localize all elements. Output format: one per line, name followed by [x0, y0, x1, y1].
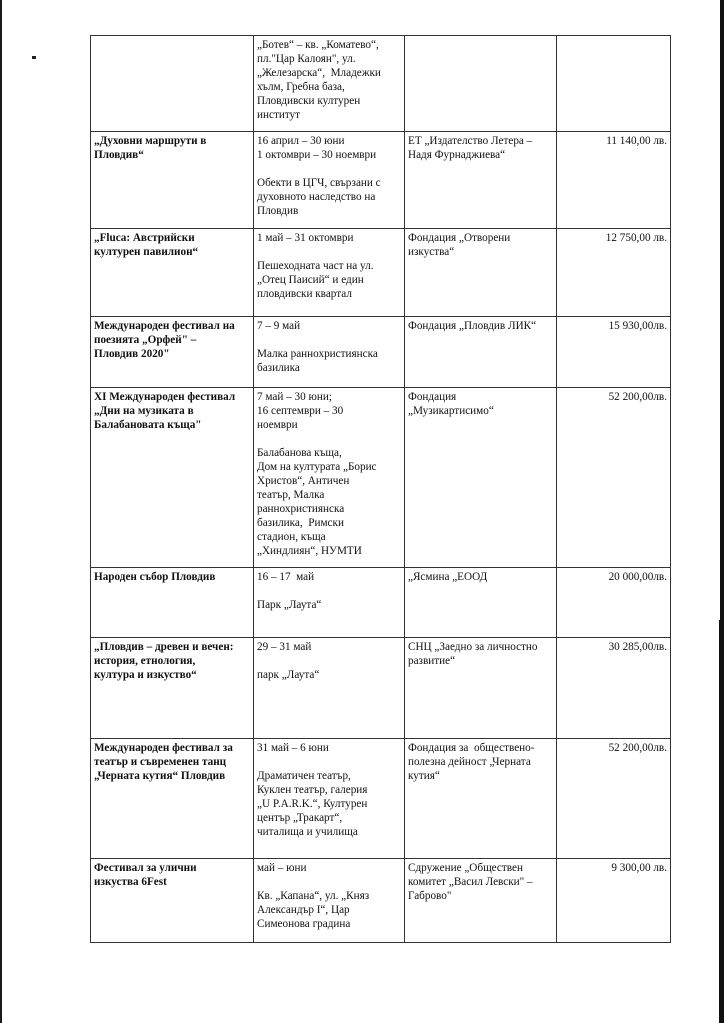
event-name-line: „Пловдив – древен и вечен: [94, 641, 234, 653]
event-name-line: Международен фестивал на [94, 320, 235, 332]
event-venue-line: пл."Цар Калоян", ул. [257, 53, 356, 65]
event-venue-line: Пешеходната част на ул. [257, 260, 374, 272]
dates-venue-cell [254, 229, 405, 317]
spacer [257, 755, 401, 769]
event-venue-line: „Хиндлиян“, НУМТИ [257, 545, 362, 557]
spacer [257, 875, 401, 889]
event-venue-line: читалища и училища [257, 826, 358, 838]
event-venue-line: Куклен театър, галерия [257, 784, 368, 796]
event-venue-line: институт [257, 109, 301, 121]
event-venue-line: Балабанова къща, [257, 447, 342, 459]
event-venue-line: Малка раннохристиянска [257, 348, 378, 360]
event-name-cell [91, 568, 254, 638]
event-venue-line: Парк „Лаута“ [257, 599, 322, 611]
event-name-cell [91, 132, 254, 229]
event-venue-line: център „Тракарт“, [257, 812, 343, 824]
event-venue-line: пловдивски квартал [257, 288, 352, 300]
organizer-line: Габрово" [408, 890, 452, 902]
amount-cell: 52 200,00лв. [557, 388, 671, 568]
amount-cell: 30 285,00лв. [557, 638, 671, 739]
event-venue-line: духовното наследство на [257, 191, 376, 203]
amount-cell: 12 750,00 лв. [557, 229, 671, 317]
event-name-line: култура и изкуство“ [94, 669, 197, 681]
spacer [257, 584, 401, 598]
organizer-line: „Музикартисимо“ [408, 405, 494, 417]
event-venue-line: Симеонова градина [257, 918, 351, 930]
organizer-cell [405, 739, 557, 859]
table-row [91, 132, 671, 229]
event-name-cell [91, 229, 254, 317]
event-name-line: Пловдив“ [94, 149, 144, 161]
event-name-line: „Духовни маршрути в [94, 135, 207, 147]
organizer-line: кутия“ [408, 770, 440, 782]
event-date-line: 7 май – 30 юни; [257, 391, 332, 403]
event-date-line: 31 май – 6 юни [257, 742, 329, 754]
amount-cell: 11 140,00 лв. [557, 132, 671, 229]
event-name-cell [91, 36, 254, 132]
organizer-line: ЕТ „Издателство Летера – [408, 135, 533, 147]
organizer-line: „Ясмина „ЕООД [408, 571, 488, 583]
event-date-line: 1 октомври – 30 ноември [257, 149, 377, 161]
event-venue-line: театър, Малка [257, 489, 325, 501]
table-row [91, 568, 671, 638]
table-row [91, 859, 671, 943]
organizer-cell [405, 388, 557, 568]
event-name-line: театър и съвременен танц [94, 756, 227, 768]
event-name-line: Фестивал за улични [94, 862, 197, 874]
organizer-cell [405, 36, 557, 132]
spacer [257, 333, 401, 347]
event-name-line: поезията „Орфей" – [94, 334, 197, 346]
organizer-line: Сдружение „Обществен [408, 862, 523, 874]
spacer [257, 162, 401, 176]
event-date-line: 16 – 17 май [257, 571, 315, 583]
event-name-line: „Fluca: Австрийски [94, 232, 195, 244]
event-name-line: културен павилион“ [94, 246, 199, 258]
table-row [91, 739, 671, 859]
event-name-line: Балабановата къща" [94, 419, 202, 431]
event-name-cell [91, 317, 254, 388]
scan-speck [32, 56, 36, 59]
organizer-line: Фондация „Отворени [408, 232, 511, 244]
dates-venue-cell [254, 638, 405, 739]
event-name-line: Пловдив 2020" [94, 348, 170, 360]
dates-venue-cell [254, 568, 405, 638]
organizer-cell [405, 638, 557, 739]
amount-cell: 52 200,00лв. [557, 739, 671, 859]
events-table [90, 35, 671, 943]
organizer-line: Фондация [408, 391, 457, 403]
table-row [91, 36, 671, 132]
event-date-line: 16 септември – 30 [257, 405, 344, 417]
event-venue-line: базилика [257, 362, 300, 374]
event-name-cell [91, 739, 254, 859]
organizer-line: Надя Фурнаджиева“ [408, 149, 506, 161]
organizer-line: комитет „Васил Левски" – [408, 876, 533, 888]
event-venue-line: стадион, къща [257, 531, 326, 543]
table-row [91, 317, 671, 388]
organizer-cell [405, 317, 557, 388]
event-name-line: „Дни на музиката в [94, 405, 194, 417]
table-row [91, 388, 671, 568]
event-name-line: изкуства 6Fest [94, 876, 167, 888]
organizer-line: Фондация „Пловдив ЛИК“ [408, 320, 537, 332]
event-venue-line: „Отец Паисий“ и един [257, 274, 364, 286]
amount-cell [557, 36, 671, 132]
event-venue-line: Христов“, Античен [257, 475, 350, 487]
spacer [257, 245, 401, 259]
organizer-cell [405, 229, 557, 317]
event-name-line: Народен събор Пловдив [94, 571, 216, 583]
spacer [257, 654, 401, 668]
event-venue-line: Обекти в ЦГЧ, свързани с [257, 177, 381, 189]
event-date-line: 16 април – 30 юни [257, 135, 345, 147]
event-venue-line: хълм, Гребна база, [257, 81, 345, 93]
amount-cell: 9 300,00 лв. [557, 859, 671, 943]
amount-cell: 15 930,00лв. [557, 317, 671, 388]
event-name-line: история, етнология, [94, 655, 196, 667]
event-date-line: 7 – 9 май [257, 320, 301, 332]
event-venue-line: Дом на културата „Борис [257, 461, 377, 473]
event-name-line: Международен фестивал за [94, 742, 233, 754]
event-venue-line: Александър I“, Цар [257, 904, 350, 916]
spacer [257, 432, 401, 446]
organizer-line: Фондация за обществено- [408, 742, 535, 754]
event-name-cell [91, 859, 254, 943]
dates-venue-cell [254, 36, 405, 132]
event-venue-line: Пловдивски културен [257, 95, 361, 107]
scan-right-edge-lower [719, 620, 724, 1023]
event-name-line: „Черната кутия“ Пловдив [94, 770, 226, 782]
event-venue-line: базилика, Римски [257, 517, 344, 529]
event-venue-line: Драматичен театър, [257, 770, 351, 782]
amount-cell: 20 000,00лв. [557, 568, 671, 638]
event-venue-line: Пловдив [257, 205, 299, 217]
event-date-line: 29 – 31 май [257, 641, 312, 653]
event-name-cell [91, 388, 254, 568]
event-venue-line: „Ботев“ – кв. „Коматево“, [257, 39, 379, 51]
organizer-line: полезна дейност „Черната [408, 756, 531, 768]
event-venue-line: парк „Лаута“ [257, 669, 320, 681]
organizer-cell [405, 568, 557, 638]
event-venue-line: Кв. „Капана“, ул. „Княз [257, 890, 370, 902]
event-venue-line: „U P.A.R.K.“, Културен [257, 798, 368, 810]
dates-venue-cell [254, 388, 405, 568]
dates-venue-cell [254, 132, 405, 229]
organizer-line: изкуства“ [408, 246, 455, 258]
organizer-cell [405, 859, 557, 943]
event-date-line: ноември [257, 419, 298, 431]
event-date-line: 1 май – 31 октомври [257, 232, 354, 244]
dates-venue-cell [254, 317, 405, 388]
event-venue-line: „Железарска“, Младежки [257, 67, 381, 79]
event-date-line: май – юни [257, 862, 307, 874]
event-name-line: XI Международен фестивал [94, 391, 236, 403]
organizer-cell [405, 132, 557, 229]
events-table-body [91, 36, 671, 943]
organizer-line: развитие“ [408, 655, 456, 667]
organizer-line: СНЦ „Заедно за личностно [408, 641, 538, 653]
dates-venue-cell [254, 859, 405, 943]
dates-venue-cell [254, 739, 405, 859]
event-venue-line: раннохристиянска [257, 503, 345, 515]
table-row [91, 229, 671, 317]
table-row [91, 638, 671, 739]
scan-left-edge [0, 0, 2, 1023]
event-name-cell [91, 638, 254, 739]
